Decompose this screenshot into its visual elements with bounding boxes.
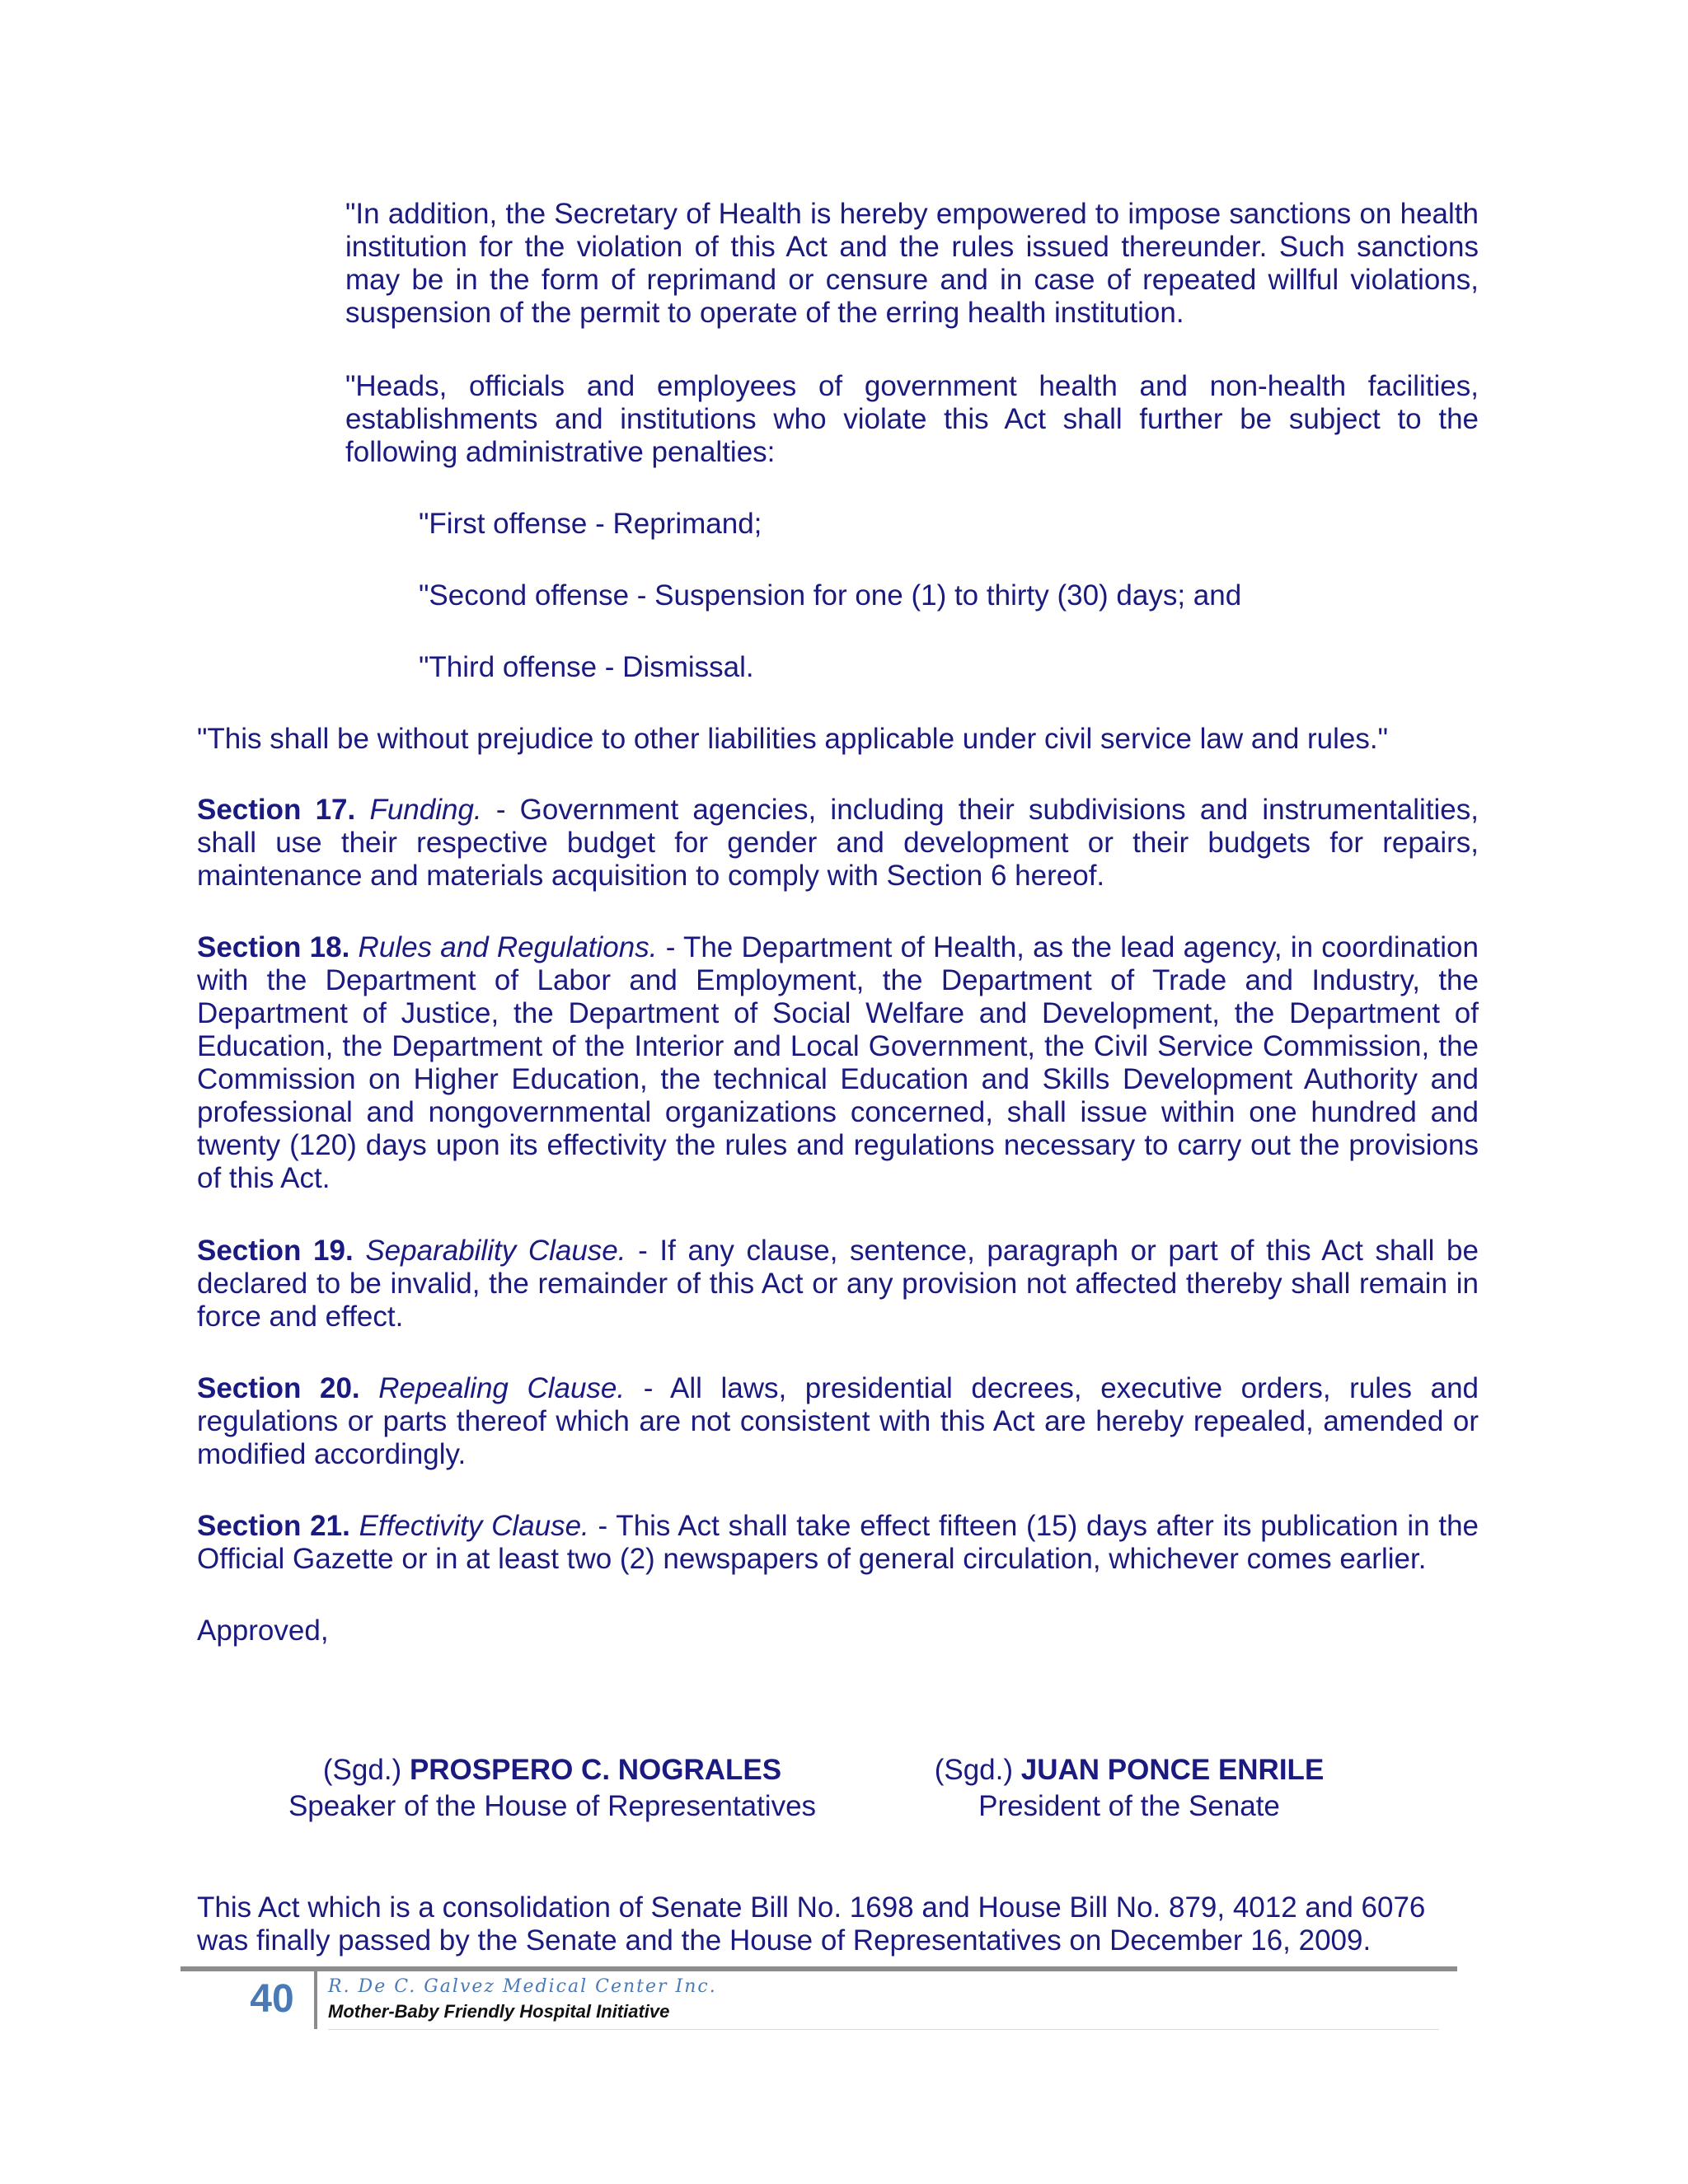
quote-penalties-paragraph: "Heads, officials and employees of government health and non-health facilities, establishments and institutions who violate this Act shall further be subject to the following administrative penalties: xyxy=(345,370,1479,468)
section-17-paragraph xyxy=(197,794,1479,893)
section-19-paragraph xyxy=(197,1235,1479,1333)
section-17-body: - Government agencies, including their subdivisions and instrumentalities, shall use their respective budget for gender and development or their budgets for repairs, maintenance and materials acquisition to comply with Section 6 hereof. xyxy=(197,794,1479,892)
closing-paragraph: This Act which is a consolidation of Senate Bill No. 1698 and House Bill No. 879, 4012 and 6076 was finally passed by the Senate and the House of Representatives on December 16, 2009. xyxy=(197,1891,1426,1957)
section-21-label: Section 21. xyxy=(197,1510,350,1542)
section-20-paragraph xyxy=(197,1372,1479,1471)
section-17-label: Section 17. xyxy=(197,794,356,826)
senate-president-sgd-prefix: (Sgd.) xyxy=(934,1754,1021,1786)
first-offense-item: "First offense - Reprimand; xyxy=(419,508,762,540)
quote-sanctions-paragraph: "In addition, the Secretary of Health is hereby empowered to impose sanctions on health institution for the violation of this Act and the rules issued thereunder. Such sanctions may be in the form of reprimand or censure and in case of repeated willful violations, suspension of the permit to operate of the erring health institution. xyxy=(345,198,1479,329)
second-offense-item: "Second offense - Suspension for one (1) to thirty (30) days; and xyxy=(419,579,1242,612)
approved-label: Approved, xyxy=(197,1615,329,1647)
footer-vertical-divider xyxy=(314,1971,317,2029)
page-number: 40 xyxy=(250,1977,294,2021)
footer-bottom-rule xyxy=(328,2029,1439,2030)
section-18-paragraph xyxy=(197,931,1479,1195)
senate-president-signature-line xyxy=(898,1752,1360,1788)
section-18-label: Section 18. xyxy=(197,931,350,963)
without-prejudice-paragraph: "This shall be without prejudice to other liabilities applicable under civil service law and rules." xyxy=(197,723,1389,755)
footer-initiative: Mother-Baby Friendly Hospital Initiative xyxy=(328,2001,670,2022)
senate-president-name: JUAN PONCE ENRILE xyxy=(1020,1754,1325,1786)
speaker-name: PROSPERO C. NOGRALES xyxy=(409,1754,782,1786)
section-20-label: Section 20. xyxy=(197,1372,360,1404)
footer-divider-bar xyxy=(181,1966,1457,1971)
section-20-title: Repealing Clause. xyxy=(378,1372,626,1404)
section-19-title: Separability Clause. xyxy=(365,1235,626,1267)
section-21-body: - This Act shall take effect fifteen (15) days after its publication in the Official Gazette or in at least two (2) newspapers of general circulation, whichever comes earlier. xyxy=(197,1510,1479,1575)
footer-organization: R. De C. Galvez Medical Center Inc. xyxy=(328,1976,717,1997)
section-19-label: Section 19. xyxy=(197,1235,354,1267)
speaker-signature-line xyxy=(264,1752,841,1788)
section-17-title: Funding. xyxy=(369,794,482,826)
section-19-body: - If any clause, sentence, paragraph or part of this Act shall be declared to be invalid, the remainder of this Act or any provision not affected thereby shall remain in force and effect. xyxy=(197,1235,1479,1333)
section-18-body: - The Department of Health, as the lead agency, in coordination with the Department of Labor and Employment, the Department of Trade and Industry, the Department of Justice, the Department of Social Welfare and Development, the Department of Education, the Department of the Interior and Local Government, the Civil Service Commission, the Commission on Higher Education, the technical Education and Skills Development Authority and professional and nongovernmental organizations concerned, shall issue within one hundred and twenty (120) days upon its effectivity the rules and regulations necessary to carry out the provisions of this Act. xyxy=(197,931,1479,1194)
section-20-body: - All laws, presidential decrees, executive orders, rules and regulations or parts thereof which are not consistent with this Act are hereby repealed, amended or modified accordingly. xyxy=(197,1372,1479,1470)
signature-block-speaker xyxy=(264,1752,841,1825)
section-21-paragraph xyxy=(197,1510,1479,1576)
senate-president-title: President of the Senate xyxy=(978,1790,1280,1822)
third-offense-item: "Third offense - Dismissal. xyxy=(419,651,754,683)
section-18-title: Rules and Regulations. xyxy=(358,931,658,963)
speaker-sgd-prefix: (Sgd.) xyxy=(322,1754,410,1786)
signature-block-senate-president xyxy=(898,1752,1360,1825)
section-21-title: Effectivity Clause. xyxy=(359,1510,589,1542)
speaker-title: Speaker of the House of Representatives xyxy=(288,1790,817,1822)
